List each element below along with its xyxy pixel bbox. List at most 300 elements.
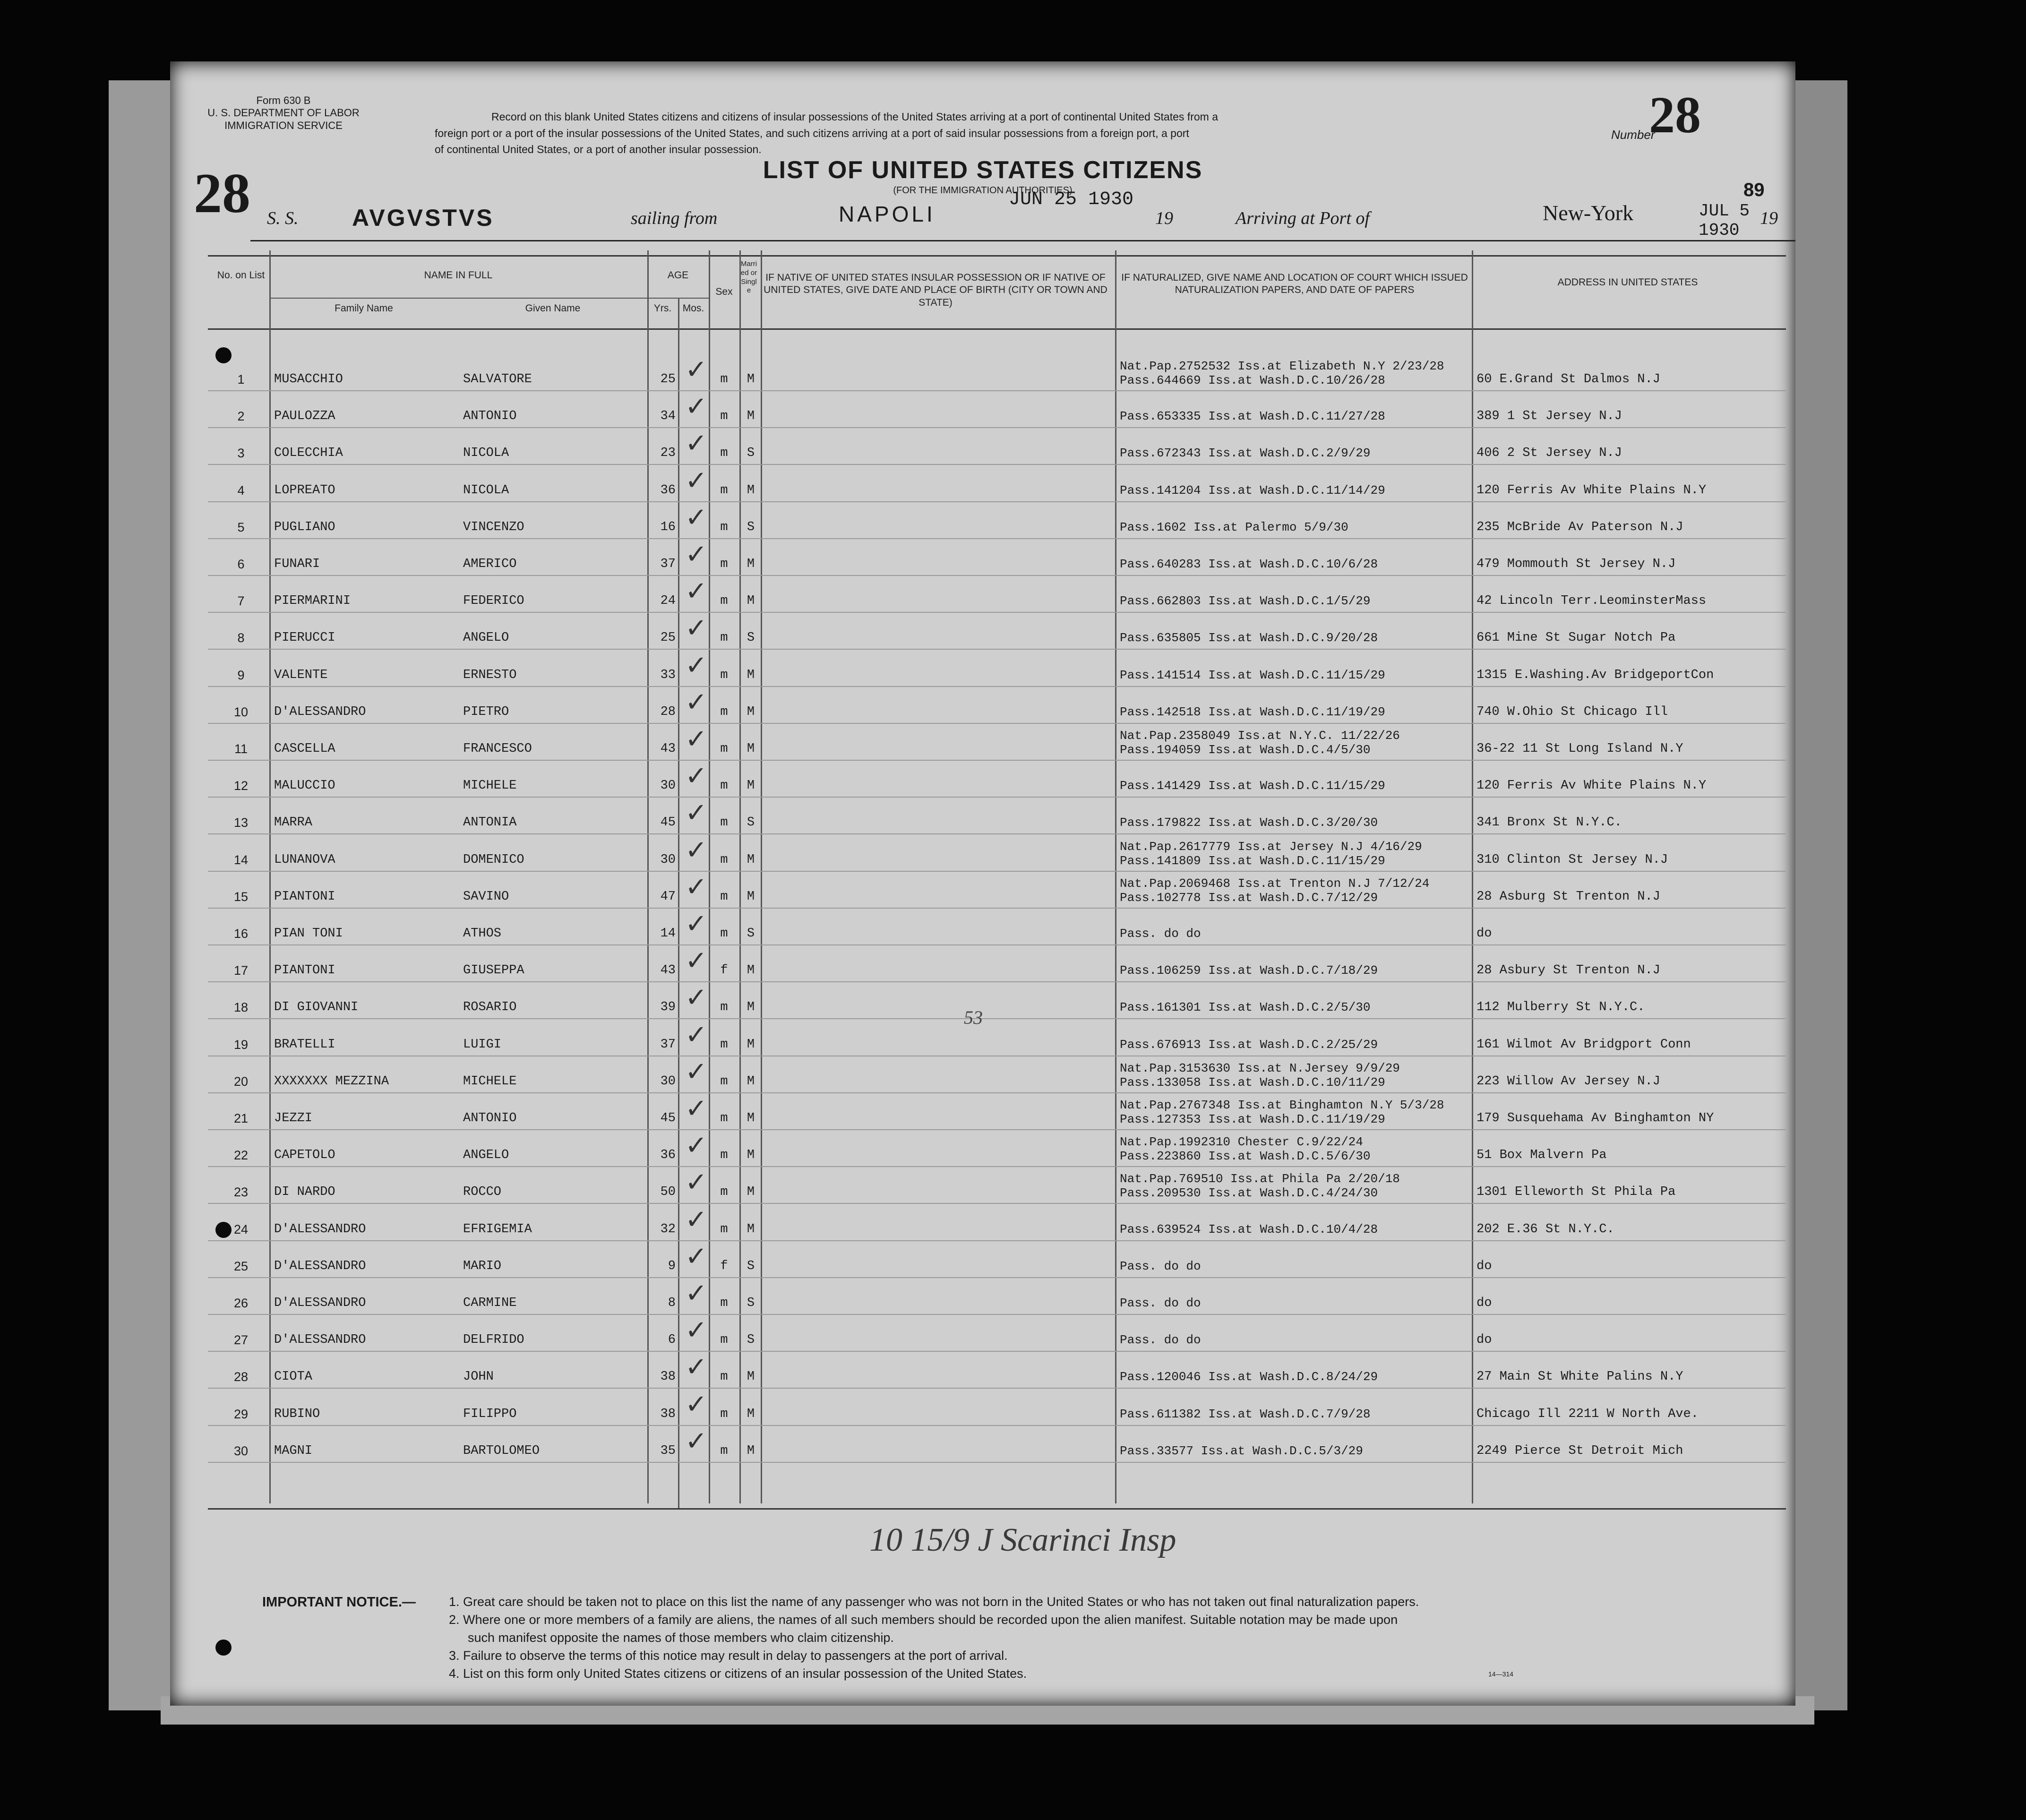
row-rule: [208, 1462, 1786, 1463]
row-number: 7: [237, 594, 245, 609]
check-mark-icon: ✓: [685, 465, 707, 496]
address: 2249 Pierce St Detroit Mich: [1477, 1443, 1683, 1458]
check-mark-icon: ✓: [685, 539, 707, 570]
age-years: 23: [660, 446, 676, 461]
address: 36-22 11 St Long Island N.Y: [1477, 742, 1683, 756]
notice-heading: IMPORTANT NOTICE.—: [262, 1595, 416, 1610]
sex: m: [720, 779, 728, 793]
given-name: NICOLA: [463, 446, 509, 461]
check-mark-icon: ✓: [685, 391, 707, 422]
check-mark-icon: ✓: [685, 687, 707, 718]
header-yrs: Yrs.: [653, 303, 672, 314]
passport-record: Pass. do do: [1120, 1259, 1201, 1273]
age-years: 6: [668, 1333, 676, 1348]
header-mos: Mos.: [682, 303, 704, 314]
col-divider: [1115, 250, 1116, 1503]
row-rule: [208, 908, 1786, 909]
row-rule: [208, 797, 1786, 798]
marital-status: M: [747, 594, 755, 609]
passport-record: Pass.33577 Iss.at Wash.D.C.5/3/29: [1120, 1443, 1363, 1458]
row-rule: [208, 464, 1786, 465]
sex: m: [720, 852, 728, 867]
check-mark-icon: ✓: [685, 1130, 707, 1161]
address: 223 Willow Av Jersey N.J: [1477, 1074, 1660, 1089]
family-name: XXXXXXX MEZZINA: [274, 1074, 389, 1089]
address: 161 Wilmot Av Bridgport Conn: [1477, 1037, 1691, 1052]
sex: m: [720, 1000, 728, 1015]
passport-record: Pass.161301 Iss.at Wash.D.C.2/5/30: [1120, 1000, 1371, 1015]
row-number: 1: [237, 372, 245, 386]
naturalization-paper: Nat.Pap.1992310 Chester C.9/22/24: [1120, 1135, 1363, 1150]
passport-record: Pass.141429 Iss.at Wash.D.C.11/15/29: [1120, 779, 1385, 793]
passport-record: Pass.142518 Iss.at Wash.D.C.11/19/29: [1120, 704, 1385, 719]
row-rule: [208, 723, 1786, 724]
row-rule: [208, 538, 1786, 539]
page-subtitle: (FOR THE IMMIGRATION AUTHORITIES): [893, 185, 1073, 196]
row-number: 20: [233, 1074, 249, 1089]
address: 179 Susquehama Av Binghamton NY: [1477, 1111, 1714, 1125]
address: do: [1477, 927, 1492, 941]
family-name: DI GIOVANNI: [274, 1000, 359, 1015]
form-id: Form 630 B U. S. DEPARTMENT OF LABOR IMMIGRATION SERVICE: [207, 94, 360, 131]
row-number: 26: [233, 1296, 249, 1310]
row-rule: [208, 575, 1786, 576]
given-name: BARTOLOMEO: [463, 1443, 540, 1458]
row-number: 13: [233, 816, 249, 830]
sex: m: [720, 557, 728, 571]
age-years: 25: [660, 372, 676, 386]
age-years: 50: [660, 1185, 676, 1200]
check-mark-icon: ✓: [685, 982, 707, 1013]
family-name: CASCELLA: [274, 742, 335, 756]
sex: m: [720, 1074, 728, 1089]
given-name: CARMINE: [463, 1296, 517, 1310]
naturalization-paper: Nat.Pap.769510 Iss.at Phila Pa 2/20/18: [1120, 1172, 1400, 1186]
family-name: D'ALESSANDRO: [274, 1259, 366, 1273]
naturalization-paper: Nat.Pap.2617779 Iss.at Jersey N.J 4/16/29: [1120, 839, 1422, 854]
age-years: 47: [660, 889, 676, 904]
check-mark-icon: ✓: [685, 1241, 707, 1272]
family-name: LOPREATO: [274, 483, 335, 498]
sex: m: [720, 520, 728, 534]
header-address: ADDRESS IN UNITED STATES: [1557, 277, 1698, 288]
marital-status: M: [747, 889, 755, 904]
marital-status: S: [747, 1259, 755, 1273]
passport-record: Pass.611382 Iss.at Wash.D.C.7/9/28: [1120, 1407, 1371, 1421]
row-number: 11: [234, 742, 248, 756]
given-name: ANTONIO: [463, 409, 517, 424]
number-value: 28: [1649, 86, 1701, 144]
row-rule: [208, 1203, 1786, 1204]
row-number: 3: [237, 446, 245, 461]
check-mark-icon: ✓: [685, 1425, 707, 1457]
passport-record: Pass.639524 Iss.at Wash.D.C.10/4/28: [1120, 1222, 1378, 1236]
row-number: 4: [237, 483, 245, 498]
row-rule: [208, 1351, 1786, 1352]
age-years: 38: [660, 1407, 676, 1421]
check-mark-icon: ✓: [685, 428, 707, 459]
family-name: MALUCCIO: [274, 779, 335, 793]
naturalization-paper: Nat.Pap.3153630 Iss.at N.Jersey 9/9/29: [1120, 1061, 1400, 1075]
age-years: 32: [660, 1222, 676, 1236]
check-mark-icon: ✓: [685, 650, 707, 681]
given-name: ERNESTO: [463, 668, 517, 682]
age-years: 38: [660, 1370, 676, 1384]
col-divider: [678, 298, 679, 1508]
passport-record: Pass.209530 Iss.at Wash.D.C.4/24/30: [1120, 1186, 1378, 1201]
family-name: PIANTONI: [274, 963, 335, 978]
address: 479 Mommouth St Jersey N.J: [1477, 557, 1676, 571]
passport-record: Pass. do do: [1120, 1333, 1201, 1348]
sex: m: [720, 446, 728, 461]
family-name: D'ALESSANDRO: [274, 1222, 366, 1236]
sex: m: [720, 742, 728, 756]
row-number: 10: [233, 704, 249, 719]
header-name: NAME IN FULL: [424, 270, 493, 281]
marital-status: M: [747, 779, 755, 793]
check-mark-icon: ✓: [685, 613, 707, 644]
family-name: RUBINO: [274, 1407, 320, 1421]
age-years: 14: [660, 927, 676, 941]
notice-line-4: 4. List on this form only United States citizens or citizens of an insular possession of the United States.: [449, 1666, 1027, 1681]
check-mark-icon: ✓: [685, 1167, 707, 1198]
given-name: DELFRIDO: [463, 1333, 524, 1348]
address: 740 W.Ohio St Chicago Ill: [1477, 704, 1668, 719]
sex: m: [720, 1037, 728, 1052]
given-name: AMERICO: [463, 557, 517, 571]
family-name: PIANTONI: [274, 889, 335, 904]
age-years: 30: [660, 779, 676, 793]
row-number: 19: [233, 1037, 249, 1052]
address: 60 E.Grand St Dalmos N.J: [1477, 372, 1660, 386]
passport-record: Pass.141809 Iss.at Wash.D.C.11/15/29: [1120, 853, 1385, 868]
col-divider: [709, 250, 710, 1503]
row-number: 24: [233, 1222, 249, 1236]
header-rule: [208, 255, 1786, 257]
right-mark: 89: [1743, 180, 1765, 200]
given-name: ROCCO: [463, 1185, 502, 1200]
passport-record: Pass.133058 Iss.at Wash.D.C.10/11/29: [1120, 1075, 1385, 1090]
given-name: SAVINO: [463, 889, 509, 904]
marital-status: M: [747, 963, 755, 978]
given-name: VINCENZO: [463, 520, 524, 534]
row-number: 5: [237, 520, 245, 534]
marital-status: M: [747, 1185, 755, 1200]
family-name: D'ALESSANDRO: [274, 1296, 366, 1310]
age-years: 34: [660, 409, 676, 424]
sex: m: [720, 1185, 728, 1200]
address: do: [1477, 1296, 1492, 1310]
punch-hole: [215, 1640, 232, 1656]
marital-status: S: [747, 1296, 755, 1310]
preamble: Record on this blank United States citizens and citizens of insular possessions of the United States arriving at a port of continental United States from a foreign port or a port of the insular possessions of the United States, and such citizens arriving at a port of said insular possessions from a foreign port, a port of continental United States, or a port of another insular possession.: [435, 111, 1218, 155]
row-rule: [208, 981, 1786, 982]
address: 27 Main St White Palins N.Y: [1477, 1370, 1683, 1384]
row-rule: [208, 1166, 1786, 1167]
address: 202 E.36 St N.Y.C.: [1477, 1222, 1614, 1236]
address: do: [1477, 1333, 1492, 1348]
family-name: PIERUCCI: [274, 631, 335, 645]
row-rule: [208, 1018, 1786, 1019]
given-name: FILIPPO: [463, 1407, 517, 1421]
to-port: New-York: [1543, 201, 1634, 225]
check-mark-icon: ✓: [685, 1352, 707, 1383]
age-years: 36: [660, 483, 676, 498]
age-years: 39: [660, 1000, 676, 1015]
header-insular: IF NATIVE OF UNITED STATES INSULAR POSSESSION OR IF NATIVE OF UNITED STATES, GIVE DATE AND PLACE OF BIRTH (CITY OR TOWN AND STATE): [764, 272, 1107, 308]
notice-code: 14—314: [1488, 1670, 1513, 1678]
given-name: DOMENICO: [463, 852, 524, 867]
sex: m: [720, 1370, 728, 1384]
row-rule: [208, 1314, 1786, 1315]
check-mark-icon: ✓: [685, 945, 707, 977]
name-subheader-rule: [269, 298, 709, 299]
row-rule: [208, 1277, 1786, 1278]
passport-record: Pass.653335 Iss.at Wash.D.C.11/27/28: [1120, 409, 1385, 424]
voyage-line: S. S. AVGVSTVS sailing from NAPOLI JUN 25 1930 19 Arriving at Port of New-York JUL 5 1930 19: [267, 189, 1778, 240]
address: Chicago Ill 2211 W North Ave.: [1477, 1407, 1699, 1421]
inspector-signature: 10 15/9 J Scarinci Insp: [869, 1522, 1176, 1558]
given-name: LUIGI: [463, 1037, 502, 1052]
sex: m: [720, 889, 728, 904]
age-years: 33: [660, 668, 676, 682]
row-number: 6: [237, 557, 245, 571]
given-name: NICOLA: [463, 483, 509, 498]
age-years: 28: [660, 704, 676, 719]
marital-status: M: [747, 1037, 755, 1052]
table-bottom-rule: [208, 1508, 1786, 1510]
row-number: 29: [233, 1407, 249, 1421]
family-name: VALENTE: [274, 668, 328, 682]
row-rule: [208, 833, 1786, 834]
row-number: 25: [233, 1259, 249, 1273]
given-name: ROSARIO: [463, 1000, 517, 1015]
address: 389 1 St Jersey N.J: [1477, 409, 1622, 424]
row-rule: [208, 1092, 1786, 1093]
check-mark-icon: ✓: [685, 1204, 707, 1235]
age-years: 30: [660, 1074, 676, 1089]
age-years: 16: [660, 520, 676, 534]
row-number: 18: [233, 1000, 249, 1015]
address: 1315 E.Washing.Av BridgeportCon: [1477, 668, 1714, 682]
marital-status: M: [747, 483, 755, 498]
marital-status: M: [747, 1148, 755, 1163]
row-rule: [208, 390, 1786, 391]
from-port: NAPOLI: [839, 202, 936, 226]
notice-line-2b: such manifest opposite the names of those members who claim citizenship.: [468, 1631, 894, 1645]
row-rule: [208, 649, 1786, 650]
row-rule: [208, 1425, 1786, 1426]
family-name: CIOTA: [274, 1370, 313, 1384]
check-mark-icon: ✓: [685, 1019, 707, 1050]
col-divider: [269, 250, 271, 1503]
given-name: MICHELE: [463, 1074, 517, 1089]
row-number: 12: [233, 779, 249, 793]
naturalization-paper: Nat.Pap.2767348 Iss.at Binghamton N.Y 5/3/28: [1120, 1098, 1444, 1112]
given-name: FEDERICO: [463, 594, 524, 609]
passport-record: Pass.102778 Iss.at Wash.D.C.7/12/29: [1120, 890, 1378, 905]
header-bottom-rule: [208, 328, 1786, 330]
row-rule: [208, 1129, 1786, 1130]
sex: m: [720, 816, 728, 830]
row-rule: [208, 871, 1786, 872]
passport-record: Pass.194059 Iss.at Wash.D.C.4/5/30: [1120, 743, 1371, 757]
family-name: DI NARDO: [274, 1185, 335, 1200]
family-name: D'ALESSANDRO: [274, 1333, 366, 1348]
check-mark-icon: ✓: [685, 1278, 707, 1309]
marital-status: M: [747, 1370, 755, 1384]
marital-status: M: [747, 1407, 755, 1421]
check-mark-icon: ✓: [685, 909, 707, 939]
marital-status: M: [747, 557, 755, 571]
row-number: 21: [233, 1111, 249, 1125]
given-name: GIUSEPPA: [463, 963, 524, 978]
row-number: 23: [233, 1185, 249, 1200]
header-given: Given Name: [525, 303, 581, 314]
row-number: 22: [233, 1148, 249, 1163]
family-name: COLECCHIA: [274, 446, 343, 461]
age-years: 35: [660, 1443, 676, 1458]
family-name: MAGNI: [274, 1443, 313, 1458]
address: 42 Lincoln Terr.LeominsterMass: [1477, 594, 1707, 609]
passport-record: Pass.640283 Iss.at Wash.D.C.10/6/28: [1120, 557, 1378, 571]
marital-status: S: [747, 1333, 755, 1348]
row-rule: [208, 686, 1786, 687]
marital-status: M: [747, 852, 755, 867]
address: 28 Asbury St Trenton N.J: [1477, 963, 1660, 978]
row-number: 28: [233, 1370, 249, 1384]
check-mark-icon: ✓: [685, 1315, 707, 1346]
family-name: MARRA: [274, 816, 313, 830]
address: 310 Clinton St Jersey N.J: [1477, 852, 1668, 867]
check-mark-icon: ✓: [685, 724, 707, 755]
row-number: 27: [233, 1333, 249, 1348]
passport-record: Pass.106259 Iss.at Wash.D.C.7/18/29: [1120, 963, 1378, 978]
sex: m: [720, 1407, 728, 1421]
age-years: 24: [660, 594, 676, 609]
age-years: 43: [660, 963, 676, 978]
address: 51 Box Malvern Pa: [1477, 1148, 1607, 1163]
row-number: 9: [237, 668, 245, 682]
row-number: 16: [233, 927, 249, 941]
check-mark-icon: ✓: [685, 502, 707, 533]
sex: m: [720, 1296, 728, 1310]
age-years: 45: [660, 1111, 676, 1125]
age-years: 45: [660, 816, 676, 830]
sex: m: [720, 1333, 728, 1348]
row-rule: [208, 427, 1786, 428]
passport-record: Pass.223860 Iss.at Wash.D.C.5/6/30: [1120, 1149, 1371, 1164]
passport-record: Pass.676913 Iss.at Wash.D.C.2/25/29: [1120, 1037, 1378, 1052]
row-number: 15: [233, 889, 249, 904]
naturalization-paper: Nat.Pap.2358049 Iss.at N.Y.C. 11/22/26: [1120, 729, 1400, 743]
naturalization-paper: Nat.Pap.2752532 Iss.at Elizabeth N.Y 2/23/28: [1120, 359, 1444, 373]
given-name: FRANCESCO: [463, 742, 532, 756]
given-name: EFRIGEMIA: [463, 1222, 532, 1236]
age-years: 37: [660, 1037, 676, 1052]
row-rule: [208, 760, 1786, 761]
address: 28 Asburg St Trenton N.J: [1477, 889, 1660, 904]
insular-mark: 53: [964, 1007, 983, 1028]
address: 112 Mulberry St N.Y.C.: [1477, 1000, 1645, 1015]
address: 120 Ferris Av White Plains N.Y: [1477, 483, 1707, 498]
check-mark-icon: ✓: [685, 1389, 707, 1420]
marital-status: M: [747, 742, 755, 756]
address: 235 McBride Av Paterson N.J: [1477, 520, 1683, 534]
passport-record: Pass.662803 Iss.at Wash.D.C.1/5/29: [1120, 594, 1371, 609]
address: 661 Mine St Sugar Notch Pa: [1477, 631, 1676, 645]
marital-status: S: [747, 816, 755, 830]
age-years: 9: [668, 1259, 676, 1273]
sex: m: [720, 631, 728, 645]
address: 120 Ferris Av White Plains N.Y: [1477, 779, 1707, 793]
manifest-page: [170, 61, 1795, 1706]
marital-status: M: [747, 704, 755, 719]
marital-status: S: [747, 520, 755, 534]
notice-line-2: 2. Where one or more members of a family are aliens, the names of all such members should be recorded upon the alien manifest. Suitable notation may be made upon: [449, 1613, 1398, 1627]
marital-status: M: [747, 409, 755, 424]
sex: m: [720, 409, 728, 424]
age-years: 37: [660, 557, 676, 571]
given-name: ANGELO: [463, 1148, 509, 1163]
given-name: ANTONIO: [463, 1111, 517, 1125]
age-years: 36: [660, 1148, 676, 1163]
marital-status: S: [747, 446, 755, 461]
passport-record: Pass.127353 Iss.at Wash.D.C.11/19/29: [1120, 1112, 1385, 1126]
header-no: No. on List: [217, 270, 265, 281]
check-mark-icon: ✓: [685, 576, 707, 607]
sex: m: [720, 1111, 728, 1125]
header-marital: Married or Single: [740, 260, 757, 295]
sex: m: [720, 372, 728, 386]
family-name: PAULOZZA: [274, 409, 335, 424]
check-mark-icon: ✓: [685, 798, 707, 829]
passport-record: Pass.179822 Iss.at Wash.D.C.3/20/30: [1120, 816, 1378, 830]
punch-hole: [215, 347, 232, 363]
address: 406 2 St Jersey N.J: [1477, 446, 1622, 461]
check-mark-icon: ✓: [685, 1056, 707, 1087]
col-divider: [647, 250, 649, 1503]
passport-record: Pass.141204 Iss.at Wash.D.C.11/14/29: [1120, 483, 1385, 498]
row-rule: [208, 1240, 1786, 1241]
given-name: JOHN: [463, 1370, 494, 1384]
sail-date: JUN 25 1930: [1009, 189, 1134, 210]
family-name: JEZZI: [274, 1111, 313, 1125]
passport-record: Pass.120046 Iss.at Wash.D.C.8/24/29: [1120, 1370, 1378, 1384]
family-name: D'ALESSANDRO: [274, 704, 366, 719]
given-name: ATHOS: [463, 927, 502, 941]
given-name: PIETRO: [463, 704, 509, 719]
row-number: 2: [237, 409, 245, 424]
check-mark-icon: ✓: [685, 1093, 707, 1124]
row-rule: [208, 1388, 1786, 1389]
sex: m: [720, 927, 728, 941]
notice-line-3: 3. Failure to observe the terms of this notice may result in delay to passengers at the port of arrival.: [449, 1648, 1008, 1663]
passport-record: Pass. do do: [1120, 1296, 1201, 1310]
check-mark-icon: ✓: [685, 354, 707, 385]
ship-name: AVGVSTVS: [352, 205, 494, 231]
check-mark-icon: ✓: [685, 871, 707, 902]
row-number: 30: [233, 1443, 249, 1458]
marital-status: M: [747, 372, 755, 386]
sex: m: [720, 1148, 728, 1163]
marital-status: S: [747, 631, 755, 645]
passport-record: Pass.672343 Iss.at Wash.D.C.2/9/29: [1120, 446, 1371, 461]
voyage-underline: [250, 240, 1795, 241]
sex: m: [720, 1222, 728, 1236]
sex: m: [720, 668, 728, 682]
family-name: PUGLIANO: [274, 520, 335, 534]
